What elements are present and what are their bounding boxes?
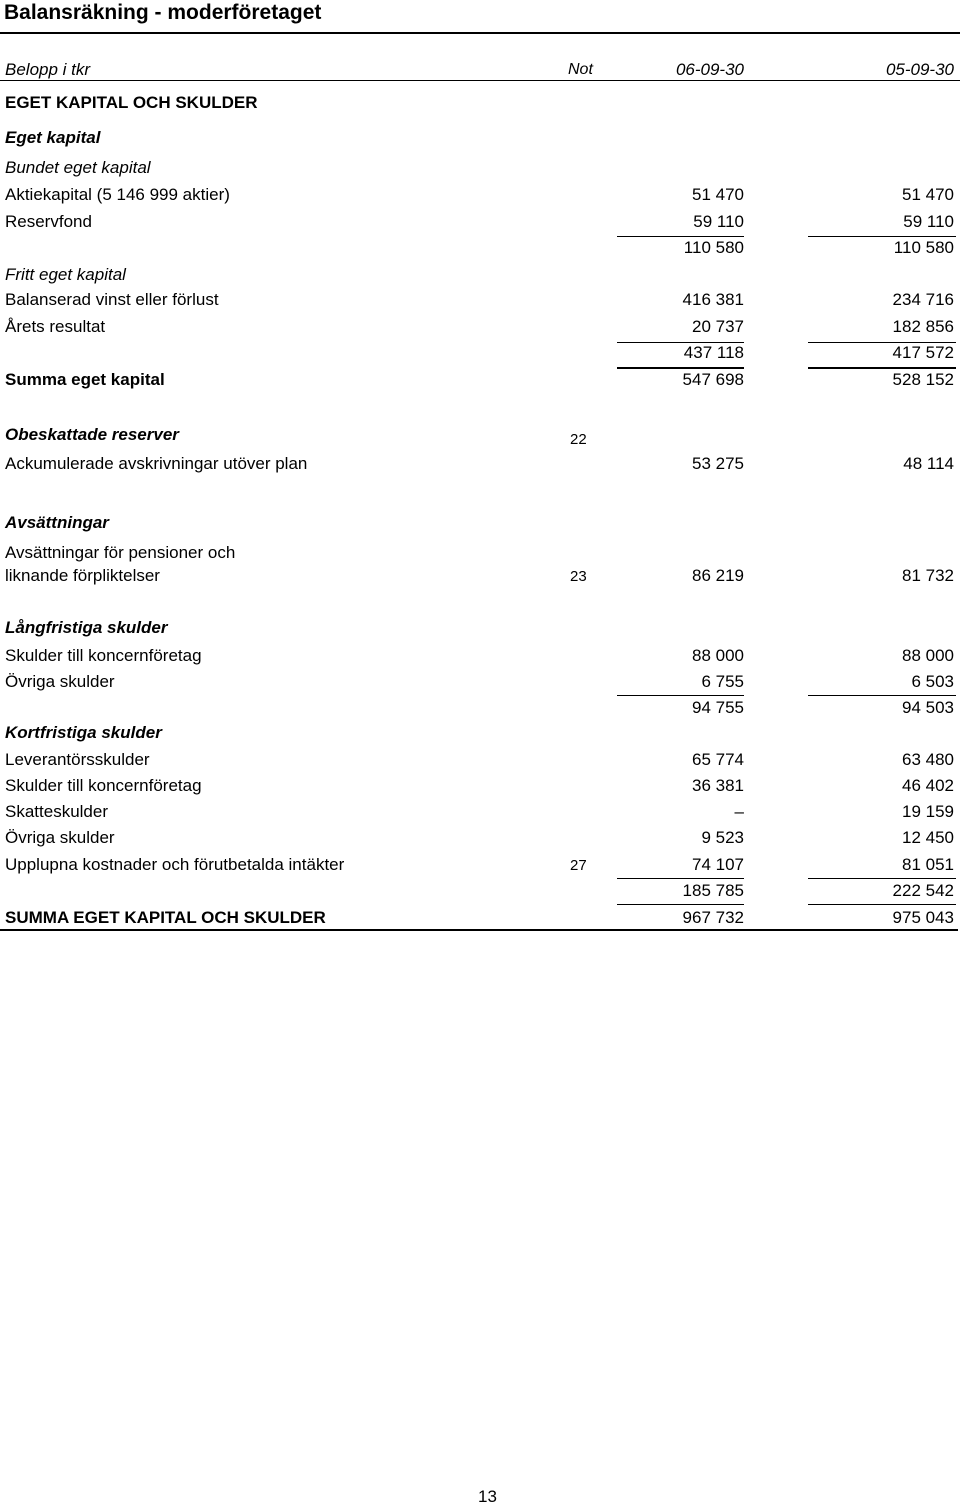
value-2005: 234 716 (892, 290, 954, 309)
total-rule (808, 367, 956, 369)
subtotal-rule (617, 236, 744, 237)
subtotal-rule (808, 342, 956, 343)
table-row (0, 210, 960, 232)
col1-header: 06-09-30 (675, 60, 744, 79)
value-2005: 48 114 (903, 454, 954, 473)
total-rule (617, 367, 744, 369)
row-label: Aktiekapital (5 146 999 aktier) (5, 185, 230, 204)
table-row (0, 879, 960, 901)
table-row (0, 263, 960, 285)
unit-header: Belopp i tkr (5, 60, 91, 79)
header-rule (0, 80, 960, 81)
row-label-line: Avsättningar för pensioner och (5, 543, 236, 562)
row-label (5, 543, 235, 586)
page-title: Balansräkning - moderföretaget (4, 1, 322, 24)
value-2006: 6 755 (701, 672, 744, 691)
table-row (0, 906, 960, 928)
note-ref: 23 (570, 568, 587, 585)
table-row (0, 748, 960, 770)
table-row (0, 315, 960, 337)
value-2006: 94 755 (692, 698, 744, 717)
row-label: Fritt eget kapital (5, 265, 126, 284)
value-2006: 185 785 (682, 881, 744, 900)
row-label: Skulder till koncernföretag (5, 776, 202, 795)
value-2005: 975 043 (892, 908, 954, 927)
value-2006: 59 110 (693, 212, 744, 231)
subtotal-rule (617, 904, 744, 905)
table-row (0, 91, 960, 113)
table-row (0, 511, 960, 533)
table-row (0, 542, 960, 586)
row-label: Skatteskulder (5, 802, 108, 821)
value-2006: 88 000 (692, 646, 744, 665)
value-2006: 9 523 (701, 828, 744, 847)
value-2006: 110 580 (683, 238, 744, 257)
row-label: Övriga skulder (5, 828, 115, 847)
value-2005: 12 450 (902, 828, 954, 847)
row-label: Bundet eget kapital (5, 158, 151, 177)
subtotal-rule (808, 904, 956, 905)
value-2006: 547 698 (682, 370, 744, 389)
col2-header: 05-09-30 (885, 60, 954, 79)
value-2005: 46 402 (902, 776, 954, 795)
row-label: Leverantörsskulder (5, 750, 150, 769)
row-label: Skulder till koncernföretag (5, 646, 202, 665)
table-row (0, 341, 960, 363)
row-label: Avsättningar (5, 513, 109, 532)
table-row (0, 423, 960, 448)
value-2006: 20 737 (692, 317, 744, 336)
value-2005: 88 000 (902, 646, 954, 665)
note-ref: 22 (570, 431, 587, 448)
value-2005: 81 732 (902, 566, 954, 585)
value-2006: 416 381 (682, 290, 744, 309)
row-label: EGET KAPITAL OCH SKULDER (5, 93, 258, 112)
subtotal-rule (808, 695, 956, 696)
table-row (0, 288, 960, 310)
page-number: 13 (478, 1487, 497, 1506)
row-label: Långfristiga skulder (5, 618, 168, 637)
table-row (0, 156, 960, 178)
table-row (0, 853, 960, 875)
table-row (0, 670, 960, 692)
value-2005: 63 480 (902, 750, 954, 769)
row-label: Reservfond (5, 212, 92, 231)
table-bottom-rule (0, 929, 958, 931)
table-row (0, 236, 960, 258)
subtotal-rule (617, 878, 744, 879)
row-label-line: liknande förpliktelser (5, 566, 160, 585)
value-2006: 36 381 (692, 776, 744, 795)
subtotal-rule (617, 695, 744, 696)
value-2005: 51 470 (902, 185, 954, 204)
note-ref: 27 (570, 857, 587, 874)
table-row (0, 368, 960, 390)
table-row (0, 696, 960, 718)
value-2005: 59 110 (903, 212, 954, 231)
value-2005: 110 580 (893, 238, 954, 257)
subtotal-rule (617, 342, 744, 343)
value-2005: 417 572 (892, 343, 954, 362)
table-row (0, 800, 960, 822)
subtotal-rule (808, 236, 956, 237)
value-2005: 19 159 (902, 802, 954, 821)
value-2006: 65 774 (692, 750, 744, 769)
table-row (0, 826, 960, 848)
row-label: Upplupna kostnader och förutbetalda intäkter (5, 855, 345, 874)
row-label: SUMMA EGET KAPITAL OCH SKULDER (5, 908, 326, 927)
value-2005: 94 503 (902, 698, 954, 717)
value-2006: 967 732 (682, 908, 744, 927)
value-2006: 86 219 (692, 566, 744, 585)
note-header: Not (568, 61, 593, 78)
row-label: Obeskattade reserver (5, 425, 179, 444)
value-2006: 53 275 (692, 454, 744, 473)
title-rule (0, 32, 960, 34)
table-row (0, 183, 960, 205)
table-row (0, 126, 960, 148)
table-row (0, 644, 960, 666)
value-2005: 81 051 (902, 855, 954, 874)
row-label: Ackumulerade avskrivningar utöver plan (5, 454, 308, 473)
value-2006: – (734, 802, 744, 821)
value-2006: 74 107 (692, 855, 744, 874)
table-row (0, 721, 960, 743)
table-row (0, 452, 960, 474)
subtotal-rule (808, 878, 956, 879)
value-2006: 437 118 (683, 343, 744, 362)
row-label: Eget kapital (5, 128, 101, 147)
row-label: Övriga skulder (5, 672, 115, 691)
value-2005: 182 856 (892, 317, 954, 336)
value-2005: 528 152 (892, 370, 954, 389)
row-label: Summa eget kapital (5, 370, 165, 389)
row-label: Balanserad vinst eller förlust (5, 290, 219, 309)
table-row (0, 774, 960, 796)
value-2005: 6 503 (911, 672, 954, 691)
row-label: Årets resultat (5, 317, 106, 336)
value-2006: 51 470 (692, 185, 744, 204)
row-label: Kortfristiga skulder (5, 723, 162, 742)
value-2005: 222 542 (892, 881, 954, 900)
table-row (0, 616, 960, 638)
